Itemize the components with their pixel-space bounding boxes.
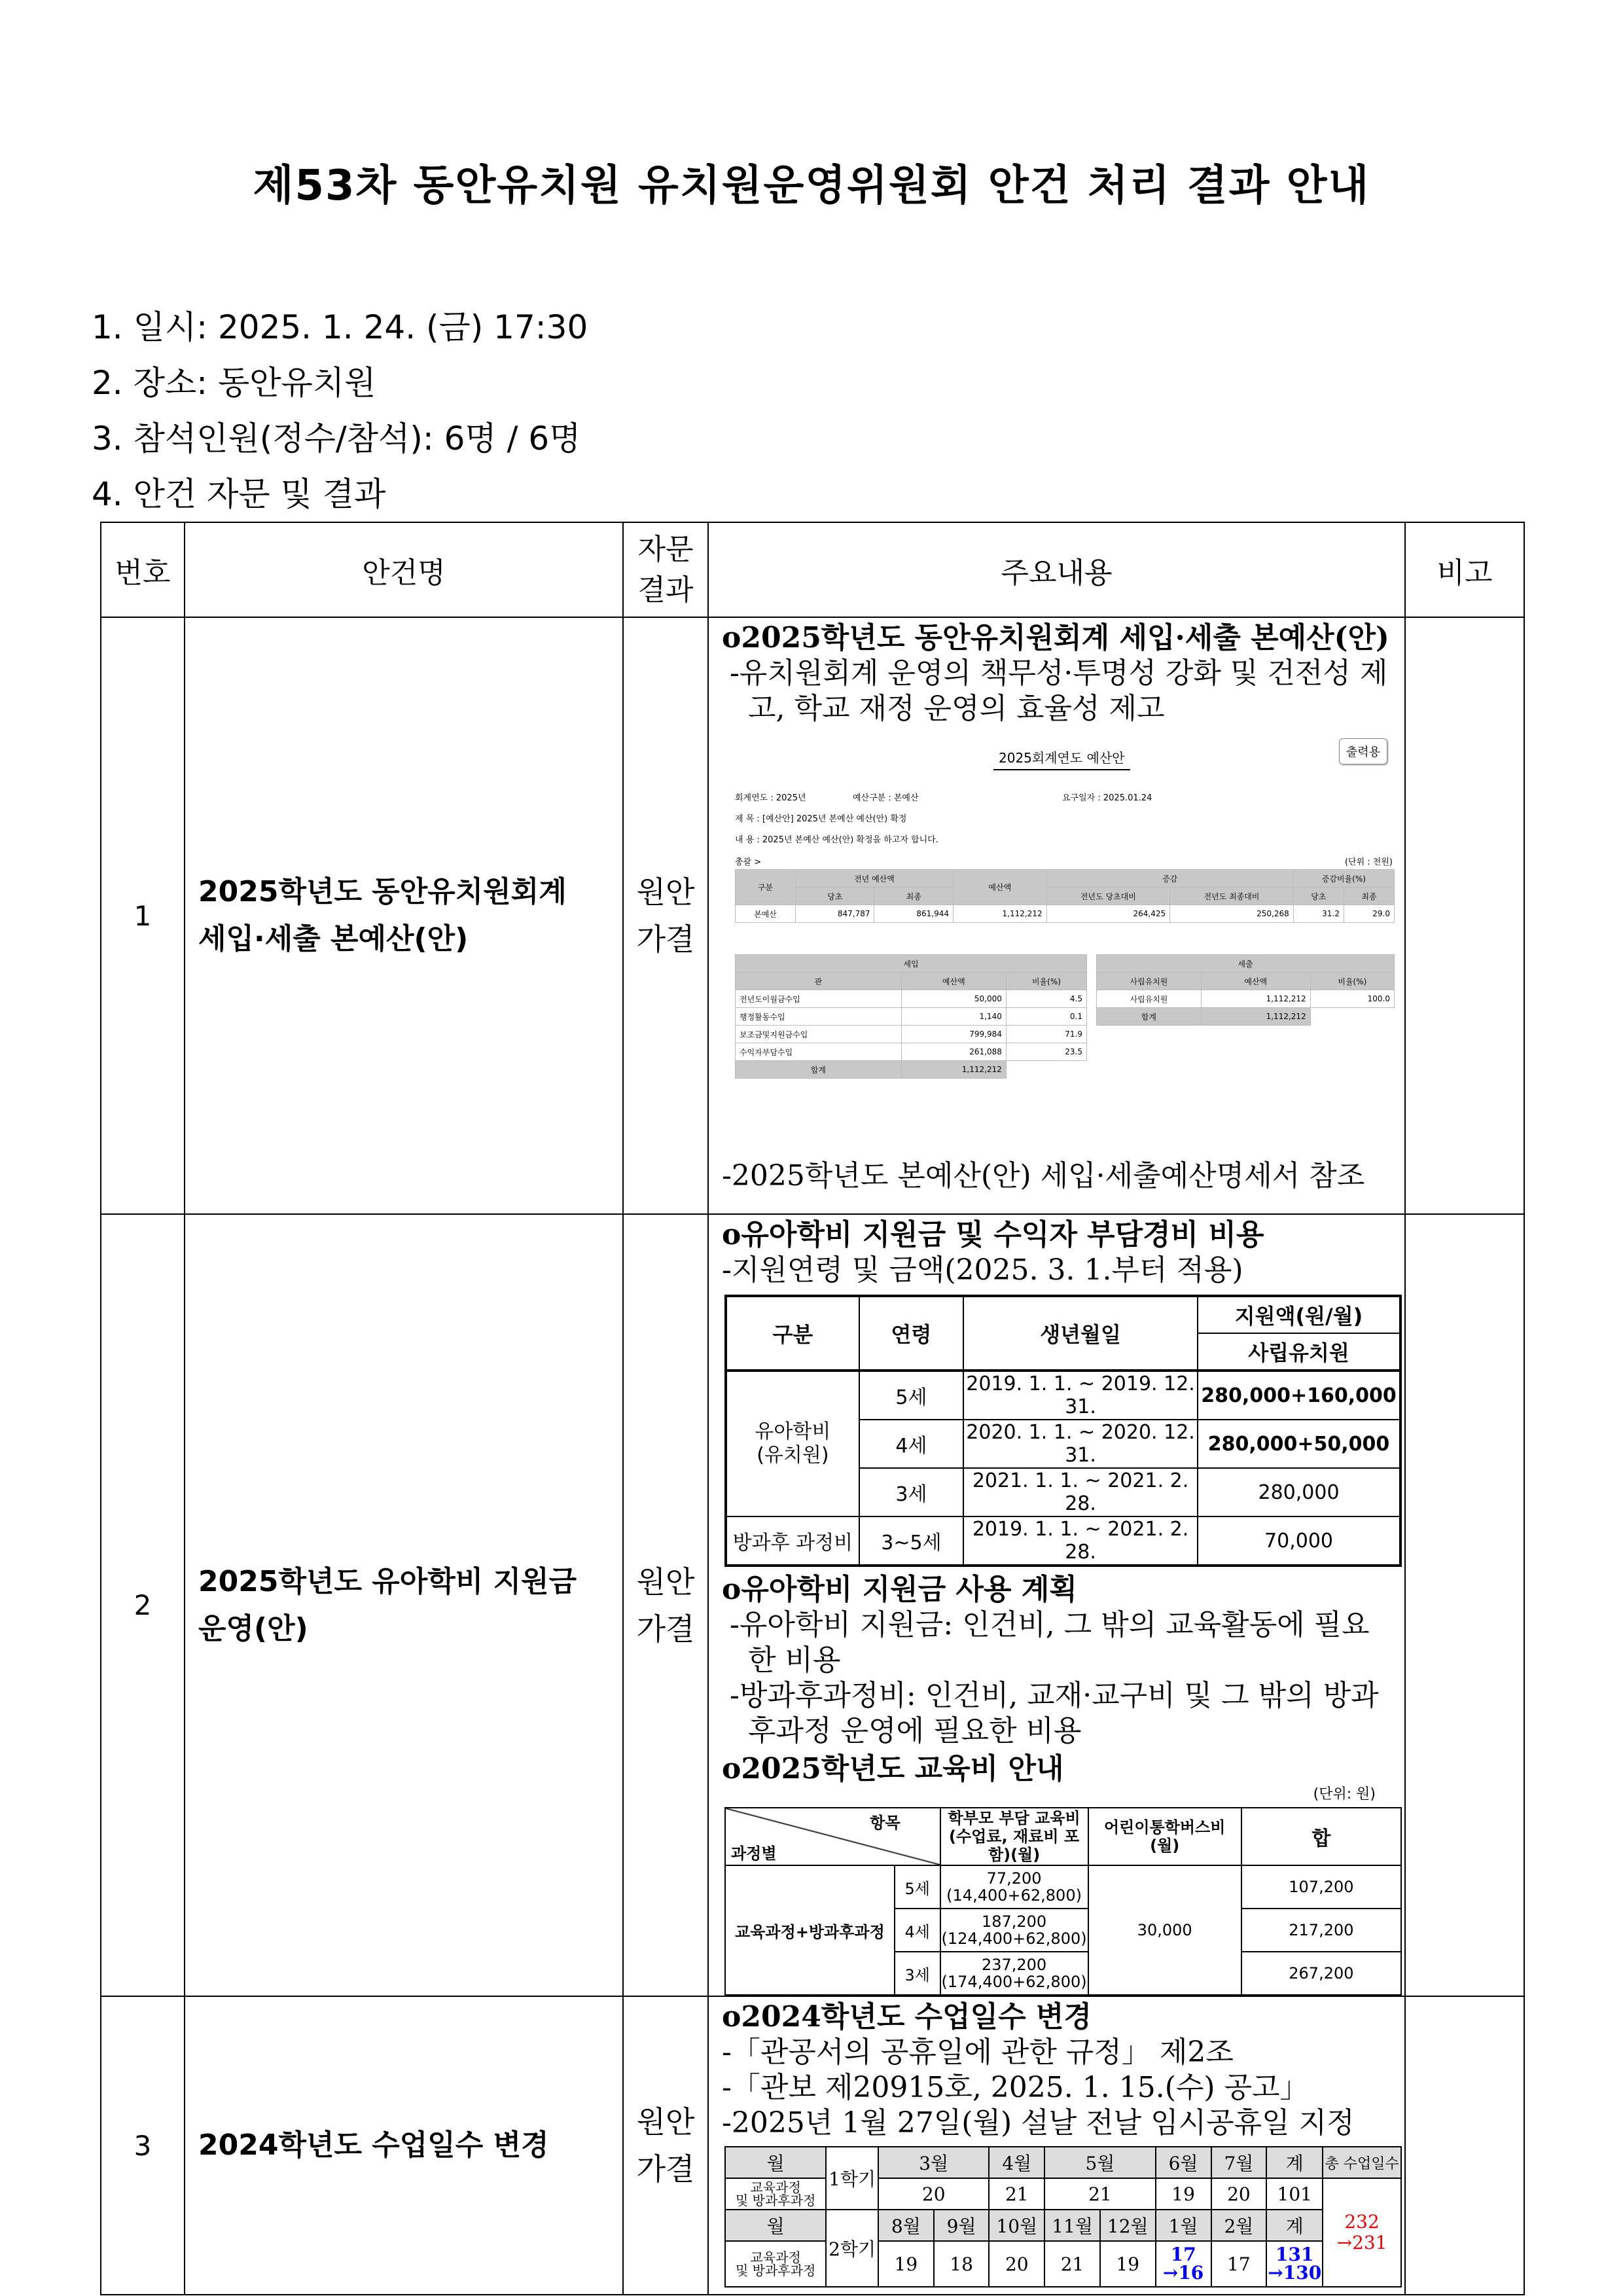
budget-meta-subject: 제 목 : [예산안] 2025년 본예산 예산(안) 확정 [735, 814, 907, 824]
content-line: -유아학비 지원금: 인건비, 그 밖의 교육활동에 필요한 비용 [730, 1608, 1370, 1677]
content-heading: o2024학년도 수업일수 변경 [722, 2000, 1092, 2034]
info-date: 1. 일시: 2025. 1. 24. (금) 17:30 [92, 308, 588, 346]
content-line: -2025년 1월 27일(월) 설날 전날 임시공휴일 지정 [722, 2106, 1355, 2140]
fee-table: 항목 과정별 학부모 부담 교육비 (수업료, 재료비 포함)(월) 어린이통학버스비 (월) 합 교육과정+방과후과정 5세 77,200 (14,400+62,800) 30,000 107,200 4세 187,200 (124,400+62,800) 217,200 3세 237,200 (174,400+62,800) 267,200 [724, 1807, 1402, 1996]
content-heading: o2025학년도 교육비 안내 [722, 1752, 1064, 1785]
total-days: 232 →231 [1323, 2178, 1401, 2287]
budget-meta-content: 내 용 : 2025년 본예산 예산(안) 확정을 하고자 합니다. [735, 835, 938, 845]
page-title: 제53차 동안유치원 유치원운영위원회 안건 처리 결과 안내 [253, 162, 1370, 210]
budget-title: 2025회계연도 예산안 [993, 747, 1130, 770]
content-heading: o유아학비 지원금 및 수익자 부담경비 비용 [722, 1218, 1264, 1251]
budget-unit: (단위 : 천원) [1344, 857, 1393, 867]
content-heading: o유아학비 지원금 사용 계획 [722, 1573, 1077, 1606]
info-place: 2. 장소: 동안유치원 [92, 364, 376, 402]
header-content: 주요내용 [708, 522, 1405, 617]
row-note [1405, 1996, 1524, 2295]
header-row [101, 522, 1524, 617]
table-row [101, 1214, 1524, 1996]
row-note [1405, 617, 1524, 1214]
content-line: -「관공서의 공휴일에 관한 규정」 제2조 [722, 2036, 1234, 2069]
row-content [708, 1996, 1405, 2295]
budget-document [722, 726, 1395, 1158]
row-note [1405, 1214, 1524, 1996]
row-agenda: 2024학년도 수업일수 변경 [185, 1996, 623, 2295]
school-days-table: 월 1학기 3월 4월 5월 6월 7월 계 총 수업일수 교육과정 및 방과후과정 20 21 21 19 20 101 232 →231 월 2학기 8월 9월 10월 11월 12월 1월 2월 계 교육과정 및 방과후과정 19 18 20 21 19 17 →16 17 131 →130 [724, 2146, 1402, 2287]
content-footer: -2025학년도 본예산(안) 세입·세출예산명세서 참조 [722, 1159, 1365, 1193]
budget-summary-table: 구분 전년 예산액 예산액 증감 증감비율(%) 당초 최종 전년도 당초대비 전년도 최종대비 당초 최종 본예산 847,787 861,944 1,112,212 264,425 250,268 31.2 29.0 [735, 869, 1395, 923]
budget-meta-type: 예산구분 : 본예산 [853, 793, 919, 803]
info-agenda-heading: 4. 안건 자문 및 결과 [92, 475, 386, 513]
budget-revenue-table: 세입 관 예산액 비율(%) 전년도이월금수입 50,000 4.5 행정활동수입 1,140 0.1 보조금및지원금수입 799,984 71.9 수익자부담수입 261,088 23.5 합계 1,112,212 [735, 954, 1087, 1079]
content-line: -지원연령 및 금액(2025. 3. 1.부터 적용) [722, 1253, 1243, 1287]
header-note: 비고 [1405, 522, 1524, 617]
content-line: -유치원회계 운영의 책무성·투명성 강화 및 건전성 제고, 학교 재정 운영의 효율성 제고 [730, 656, 1388, 725]
row-content [708, 617, 1405, 1214]
row-num: 2 [101, 1214, 185, 1996]
row-content [708, 1214, 1405, 1996]
table-row [101, 617, 1524, 1214]
content-line: -「관보 제20915호, 2025. 1. 15.(수) 공고」 [722, 2071, 1309, 2104]
header-result: 자문 결과 [623, 522, 708, 617]
row-result: 원안 가결 [623, 1996, 708, 2295]
budget-expense-table: 세출 사립유치원 예산액 비율(%) 사립유치원 1,112,212 100.0 합계 1,112,212 [1096, 954, 1395, 1026]
budget-meta-date: 요구일자 : 2025.01.24 [1062, 793, 1152, 803]
budget-meta-year: 회계연도 : 2025년 [735, 793, 806, 803]
print-button[interactable]: 출력용 [1339, 738, 1387, 764]
row-agenda: 2025학년도 동안유치원회계 세입·세출 본예산(안) [185, 617, 623, 1214]
header-num: 번호 [101, 522, 185, 617]
fee-unit: (단위: 원) [1313, 1786, 1376, 1803]
support-table: 구분 연령 생년월일 지원액(원/월) 사립유치원 유아학비 (유치원) 5세 2019. 1. 1. ~ 2019. 12. 31. 280,000+160,000 4세 2020. 1. 1. ~ 2020. 12. 31. 280,000+50,000 3세 2021. 1. 1. ~ 2021. 2. 28. 280,000 방과후 과정비 3~5세 2019. 1. 1. ~ 2021. 2. 28. 70,000 [724, 1295, 1402, 1567]
budget-summary-row: 본예산 847,787 861,944 1,112,212 264,425 250,268 31.2 29.0 [736, 905, 1395, 923]
row-num: 3 [101, 1996, 185, 2295]
table-row [101, 1996, 1524, 2295]
agenda-table [100, 522, 1525, 2295]
content-heading: o2025학년도 동안유치원회계 세입·세출 본예산(안) [722, 621, 1389, 655]
budget-summary-label: 총괄 > [735, 857, 762, 867]
row-agenda: 2025학년도 유아학비 지원금 운영(안) [185, 1214, 623, 1996]
row-result: 원안 가결 [623, 1214, 708, 1996]
info-attendance: 3. 참석인원(정수/참석): 6명 / 6명 [92, 420, 581, 457]
row-num: 1 [101, 617, 185, 1214]
row-result: 원안 가결 [623, 617, 708, 1214]
header-agenda: 안건명 [185, 522, 623, 617]
content-line: -방과후과정비: 인건비, 교재·교구비 및 그 밖의 방과후과정 운영에 필요한 비용 [730, 1679, 1379, 1748]
